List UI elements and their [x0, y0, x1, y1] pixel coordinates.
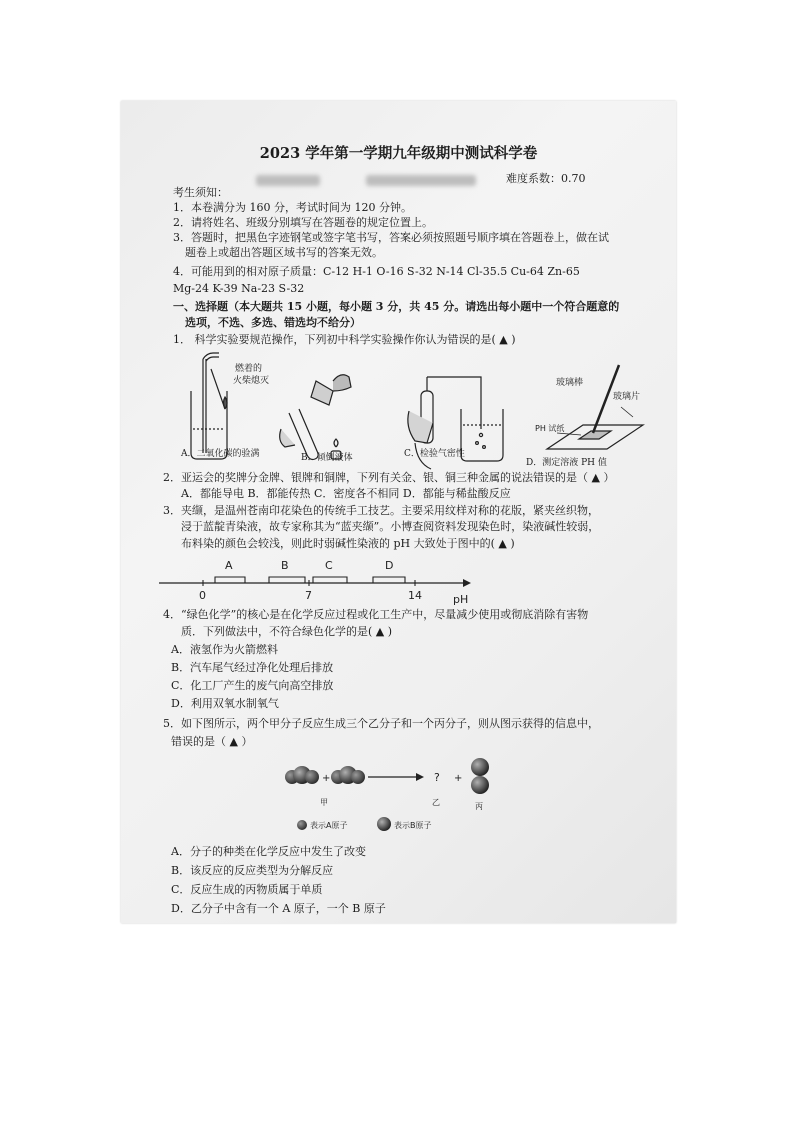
molecule-jia-2	[331, 766, 365, 784]
section-heading-cont: 选项，不选、多选、错选均不给分）	[185, 316, 361, 329]
question-5-option-c: C．反应生成的丙物质属于单质	[171, 883, 323, 896]
question-4-stem: 质．下列做法中，不符合绿色化学的是( ▲ )	[181, 625, 393, 638]
label-yi: 乙	[432, 798, 440, 807]
notice-item: 3．答题时，把黑色字迹钢笔或签字笔书写，答案必须按照题号顺序填在答题卷上，做在试	[173, 231, 609, 244]
question-4-option-c: C．化工厂产生的废气向高空排放	[171, 679, 334, 692]
question-5-option-a: A．分子的种类在化学反应中发生了改变	[171, 845, 366, 858]
section-heading: 一、选择题（本大题共 15 小题，每小题 3 分，共 45 分。请选出每小题中一个符合题意的	[173, 300, 620, 313]
ph-range-b: B	[281, 559, 289, 572]
q1-label-a: A．二氧化碳的验满	[181, 449, 260, 459]
ph-mark-7: 7	[305, 589, 312, 602]
q1-figure-b	[280, 375, 351, 460]
ph-scale-diagram	[157, 549, 477, 607]
notice-item: 题卷上或超出答题区域书写的答案无效。	[185, 246, 383, 259]
notice-item: Mg-24 K-39 Na-23 S-32	[173, 282, 305, 295]
legend-b-text: 表示B原子	[394, 821, 432, 830]
ph-range-a: A	[225, 559, 233, 572]
exam-paper	[121, 101, 676, 923]
question-3-stem: 布料染的颜色会较浅，则此时弱碱性染液的 pH 大致处于图中的( ▲ )	[181, 537, 515, 550]
question-5-stem: 5．如下图所示，两个甲分子反应生成三个乙分子和一个丙分子，则从图示获得的信息中，	[163, 717, 599, 730]
q1-plate-label: 玻璃片	[613, 392, 641, 402]
molecule-bing	[471, 758, 489, 794]
question-2-options: A．都能导电 B．都能传热 C．密度各不相同 D．都能与稀盐酸反应	[181, 487, 511, 500]
q1-flame-label-1: 燃着的	[235, 364, 263, 374]
question-4-option-a: A．液氢作为火箭燃料	[171, 643, 278, 656]
question-2-stem: 2．亚运会的奖牌分金牌、银牌和铜牌，下列有关金、银、铜三种金属的说法错误的是（ ▲ ）	[163, 471, 615, 484]
unknown-molecule: ?	[434, 771, 440, 784]
question-3-stem: 浸于蓝靛青染液，故专家称其为“蓝夹缬”。小博查阅资料发现染色时，染液碱性较弱，	[181, 520, 600, 533]
legend-b-atom	[377, 817, 391, 831]
difficulty-coefficient: 难度系数：0.70	[506, 172, 586, 185]
legend-a-text: 表示A原子	[310, 821, 348, 830]
ph-axis-label: pH	[453, 593, 469, 606]
plus-sign: +	[454, 773, 463, 784]
notice-item: 1．本卷满分为 160 分，考试时间为 120 分钟。	[173, 201, 412, 214]
q1-label-c: C．检验气密性	[404, 449, 465, 459]
label-bing: 丙	[475, 802, 483, 811]
q1-figure-a	[191, 353, 227, 459]
question-4-option-d: D．利用双氧水制氧气	[171, 697, 279, 710]
question-3-stem: 3．夹缬，是温州苍南印花染色的传统手工技艺。主要采用纹样对称的花版，紧夹丝织物，	[163, 504, 599, 517]
q1-rod-label: 玻璃棒	[556, 378, 584, 388]
notice-item: 2．请将姓名、班级分别填写在答题卷的规定位置上。	[173, 216, 433, 229]
q5-reaction-diagram	[276, 753, 516, 838]
ph-range-c: C	[325, 559, 333, 572]
q1-paper-label: PH 试纸	[535, 424, 565, 433]
ph-mark-0: 0	[199, 589, 206, 602]
ph-mark-14: 14	[408, 589, 422, 602]
question-4-option-b: B．汽车尾气经过净化处理后排放	[171, 661, 334, 674]
ph-range-d-bracket	[373, 577, 405, 583]
legend-a-atom	[297, 820, 307, 830]
notice-heading: 考生须知：	[173, 186, 228, 199]
question-5-option-b: B．该反应的反应类型为分解反应	[171, 864, 334, 877]
redacted-info	[366, 175, 476, 186]
ph-range-d: D	[385, 559, 394, 572]
q1-flame-label-2: 火柴熄灭	[233, 376, 270, 386]
question-4-stem: 4．“绿色化学”的核心是在化学反应过程或化工生产中，尽量减少使用或彻底消除有害物	[163, 608, 589, 621]
page-title: 2023 学年第一学期九年级期中测试科学卷	[259, 145, 538, 162]
redacted-school	[256, 175, 320, 186]
molecule-jia-1	[285, 766, 319, 784]
question-5-option-d: D．乙分子中含有一个 A 原子，一个 B 原子	[171, 902, 386, 915]
label-jia: 甲	[320, 798, 328, 807]
notice-item: 4．可能用到的相对原子质量：C-12 H-1 O-16 S-32 N-14 Cl-35.5 Cu-64 Zn-65	[173, 265, 580, 278]
q1-label-d: D．测定溶液 PH 值	[526, 458, 607, 468]
question-5-stem: 错误的是（ ▲ ）	[171, 735, 253, 748]
ph-range-c-bracket	[313, 577, 347, 583]
plus-sign: +	[322, 773, 331, 784]
ph-range-a-bracket	[215, 577, 245, 583]
question-1-stem: 1． 科学实验要规范操作，下列初中科学实验操作你认为错误的是( ▲ )	[173, 333, 516, 346]
ph-range-b-bracket	[269, 577, 305, 583]
q1-label-b: B．倾倒液体	[301, 453, 353, 463]
